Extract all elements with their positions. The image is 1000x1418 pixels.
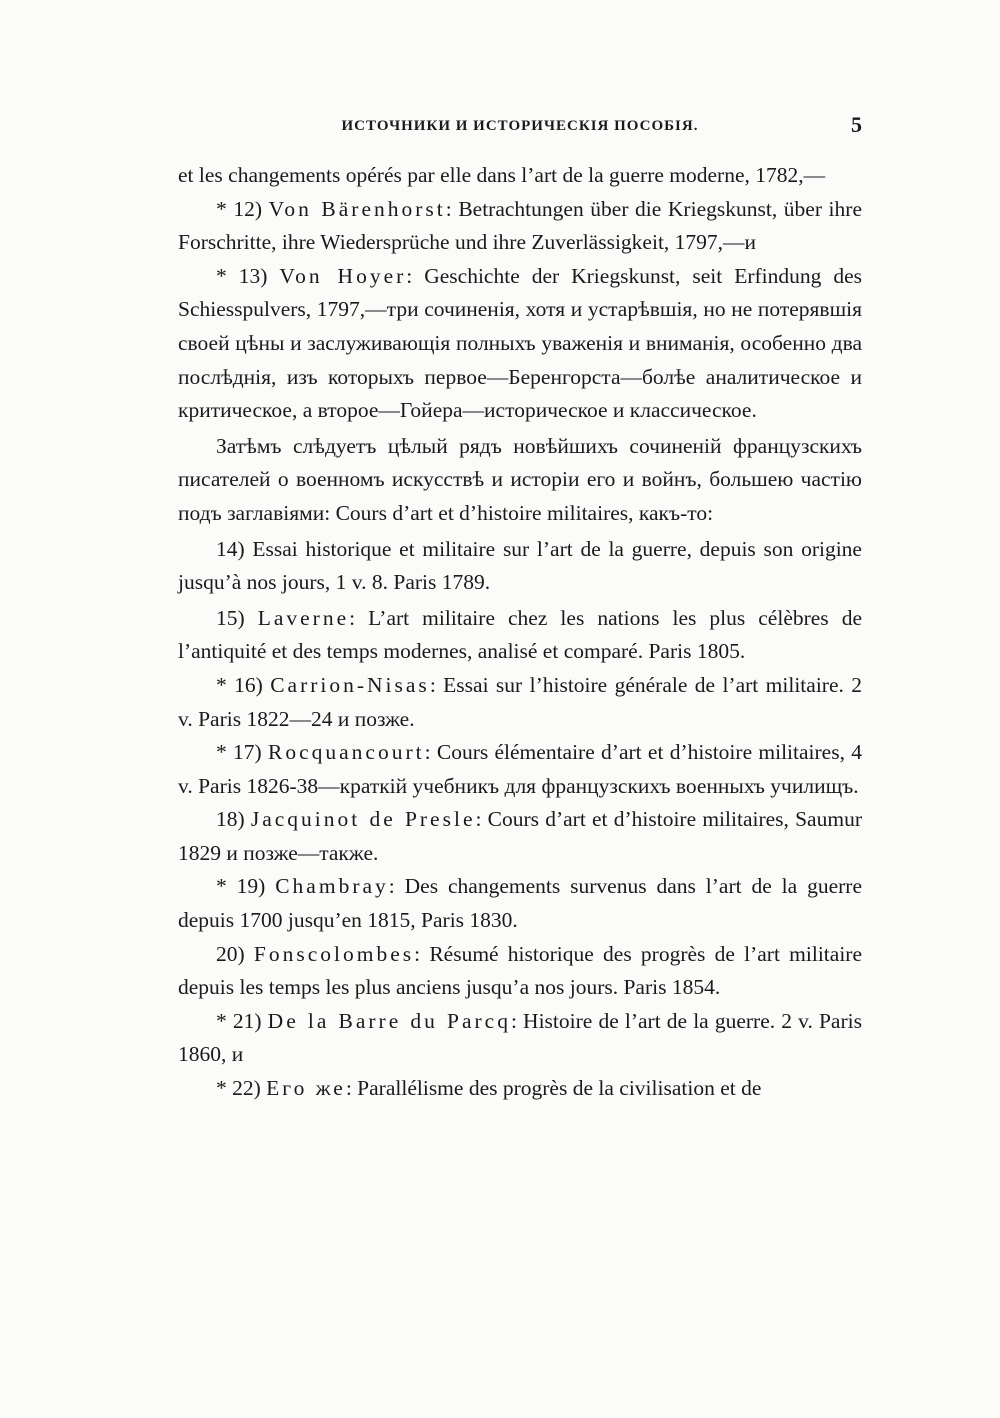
paragraph bbox=[178, 193, 862, 260]
paragraph bbox=[178, 430, 862, 531]
paragraph-text: : Geschichte der Kriegskunst, seit Erfindung des Schiesspulvers, 1797,—три сочиненія, хотя и устарѣвшія, но не потерявшія своей цѣны и заслуживающія полныхъ уваженія и вниманія, особенно два послѣднія, изъ которыхъ первое—Беренгорста—болѣе аналитическое и критическое, а второе—Гойера—историческое и классическое. bbox=[178, 263, 862, 423]
entry-number: 20) bbox=[216, 941, 254, 966]
entry-number: 15) bbox=[216, 605, 258, 630]
author-name: Laverne bbox=[257, 605, 350, 630]
author-name: Von Bärenhorst bbox=[268, 196, 446, 221]
entry-number: * 21) bbox=[216, 1008, 268, 1033]
paragraph bbox=[178, 1005, 862, 1072]
entry-number: * 16) bbox=[216, 672, 271, 697]
paragraph-text: : L’art militaire chez les nations les plus célèbres de l’antiquité et des temps modernes, analisé et comparé. Paris 1805. bbox=[178, 605, 863, 664]
paragraph bbox=[178, 1072, 862, 1106]
paragraph bbox=[178, 159, 862, 193]
author-name: Fonscolombes bbox=[253, 941, 415, 966]
entry-number: * 19) bbox=[216, 874, 276, 899]
entry-number: * 13) bbox=[216, 263, 280, 288]
entry-number: * 22) bbox=[216, 1076, 267, 1101]
paragraph-text: et les changements opérés par elle dans l’art de la guerre moderne, 1782,— bbox=[178, 163, 826, 187]
entry-number: 18) bbox=[216, 807, 251, 832]
paragraph bbox=[178, 803, 862, 870]
author-name: Rocquancourt bbox=[267, 740, 425, 765]
page-number: 5 bbox=[851, 112, 862, 137]
entry-number: * 17) bbox=[216, 740, 268, 765]
paragraph-text: : Des changements survenus dans l’art de la guerre depuis 1700 jusqu’en 1815, Paris 1830. bbox=[178, 874, 862, 933]
header-title: ИСТОЧНИКИ И ИСТОРИЧЕСКІЯ ПОСОБІЯ. bbox=[341, 118, 699, 134]
paragraph bbox=[178, 736, 862, 803]
paragraph bbox=[178, 602, 862, 669]
author-name: Von Hoyer bbox=[279, 263, 407, 288]
page-body bbox=[178, 159, 862, 1106]
author-name: De la Barre du Parcq bbox=[267, 1008, 511, 1033]
paragraph bbox=[178, 533, 862, 600]
author-name: Chambray bbox=[275, 874, 389, 899]
entry-number: * 12) bbox=[216, 196, 269, 221]
paragraph-text: Essai historique et militaire sur l’art de la guerre, depuis son origine jusqu’à nos jours, 1 v. 8. Paris 1789. bbox=[178, 536, 862, 595]
paragraph-text: : Essai sur l’histoire générale de l’art militaire. 2 v. Paris 1822—24 и позже. bbox=[178, 672, 862, 731]
author-name: Carrion-Nisas bbox=[270, 672, 430, 697]
paragraph-text: : Histoire de l’art de la guerre. 2 v. Paris 1860, и bbox=[178, 1008, 862, 1067]
entry-number: 14) bbox=[216, 536, 253, 561]
author-name: Его же bbox=[266, 1076, 346, 1101]
paragraph-text: : Parallélisme des progrès de la civilisation et de bbox=[345, 1076, 762, 1101]
paragraph bbox=[178, 870, 862, 937]
paragraph-text: Затѣмъ слѣдуетъ цѣлый рядъ новѣйшихъ сочиненій французскихъ писателей о военномъ искусствѣ и исторіи его и войнъ, большею частію подъ заглавіями: Cours d’art et d’histoire militaires, какъ-то: bbox=[178, 433, 862, 525]
paragraph bbox=[178, 938, 862, 1005]
paragraph bbox=[178, 669, 862, 736]
paragraph-text: : Betrachtungen über die Kriegskunst, über ihre Forschritte, ihre Wiedersprüche und ihre Zuverlässigkeit, 1797,—и bbox=[178, 196, 862, 255]
running-header bbox=[178, 112, 862, 140]
paragraph bbox=[178, 260, 862, 428]
paragraph-text: : Cours d’art et d’histoire militaires, Saumur 1829 и позже—также. bbox=[178, 807, 862, 865]
author-name: Jacquinot de Presle bbox=[250, 807, 476, 832]
paragraph-text: : Résumé historique des progrès de l’art militaire depuis les temps les plus anciens jusqu’a nos jours. Paris 1854. bbox=[178, 941, 862, 1000]
paragraph-text: : Cours élémentaire d’art et d’histoire militaires, 4 v. Paris 1826-38—краткій учебникъ для французскихъ военныхъ училищъ. bbox=[178, 740, 862, 798]
